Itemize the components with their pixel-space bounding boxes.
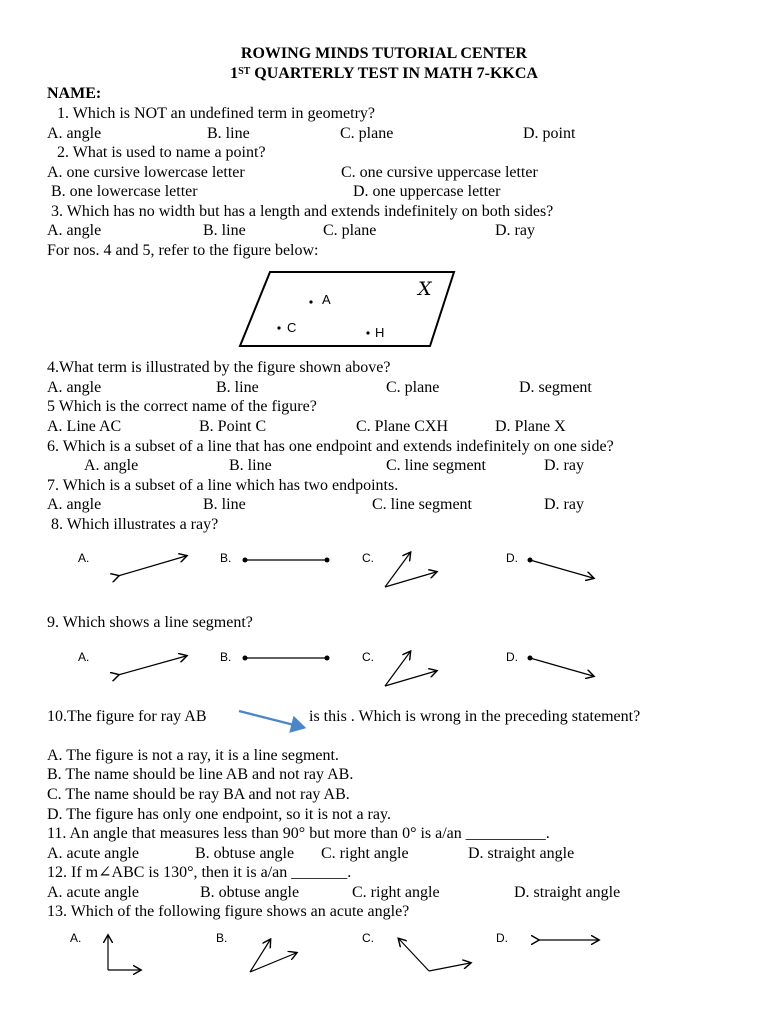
page-title: ROWING MINDS TUTORIAL CENTER <box>240 45 528 62</box>
q13-figure-c-arm-2 <box>429 963 470 971</box>
q10-ray-arrow <box>236 706 310 734</box>
q1-choice-d: D. point <box>523 125 576 142</box>
q9-label-d: D. <box>506 650 518 664</box>
q2-choice-c: C. one cursive uppercase letter <box>341 164 538 181</box>
q1-choice-c: C. plane <box>340 125 394 142</box>
point-c-dot <box>277 326 280 329</box>
q13-label-a: A. <box>70 931 82 945</box>
q4-choice-a: A. angle <box>47 379 102 396</box>
question-2: 2. What is used to name a point? <box>57 144 266 161</box>
q4-choice-b: B. line <box>216 379 259 396</box>
question-3: 3. Which has no width but has a length and extends indefinitely on both sides? <box>51 203 554 220</box>
plane-x-label: X <box>418 278 432 300</box>
q8-figures <box>70 545 610 595</box>
question-6: 6. Which is a subset of a line that has one endpoint and extends indefinitely on one side? <box>47 438 614 455</box>
q3-choice-b: B. line <box>203 222 246 239</box>
q11-choice-c: C. right angle <box>321 845 409 862</box>
subtitle-number: 1 <box>230 65 239 82</box>
q12-choice-b: B. obtuse angle <box>200 884 300 901</box>
q8-figure-c-arm-2 <box>385 572 436 587</box>
q9-figure-c-arm-2 <box>385 671 436 686</box>
q4-choice-d: D. segment <box>519 379 592 396</box>
q3-choice-a: A. angle <box>47 222 102 239</box>
q10-blue-arrow-line <box>239 711 302 727</box>
point-a-dot <box>309 300 312 303</box>
q7-choice-c: C. line segment <box>372 496 472 513</box>
q5-choice-c: C. Plane CXH <box>356 418 448 435</box>
question-12: 12. If m∠ABC is 130°, then it is a/an _______. <box>47 864 352 881</box>
q10-choice-d: D. The figure has only one endpoint, so it is not a ray. <box>47 806 391 823</box>
q9-figures <box>70 642 610 692</box>
point-h-dot <box>366 331 369 334</box>
q13-figure-c-arm-1 <box>399 939 429 971</box>
question-7: 7. Which is a subset of a line which has two endpoints. <box>47 477 399 494</box>
q7-choice-a: A. angle <box>47 496 102 513</box>
q13-figures <box>60 926 620 978</box>
q4-choice-c: C. plane <box>386 379 440 396</box>
q11-choice-b: B. obtuse angle <box>195 845 295 862</box>
q7-choice-d: D. ray <box>544 496 584 513</box>
q6-choice-d: D. ray <box>544 457 584 474</box>
q10-choice-c: C. The name should be ray BA and not ray AB. <box>47 786 350 803</box>
q13-label-d: D. <box>496 931 508 945</box>
q12-choice-c: C. right angle <box>352 884 440 901</box>
plane-figure <box>232 264 462 356</box>
point-c-label: C <box>287 320 297 335</box>
q8-label-a: A. <box>78 551 90 565</box>
q2-choice-d: D. one uppercase letter <box>353 183 501 200</box>
q5-choice-d: D. Plane X <box>495 418 566 435</box>
q5-choice-a: A. Line AC <box>47 418 122 435</box>
q8-label-c: C. <box>362 551 374 565</box>
q8-figure-d-ray <box>530 560 593 578</box>
point-h-label: H <box>375 325 385 340</box>
question-8: 8. Which illustrates a ray? <box>51 516 219 533</box>
q8-label-d: D. <box>506 551 518 565</box>
q13-figure-b-arm-2 <box>250 953 296 972</box>
question-10-part-1: 10.The figure for ray AB <box>47 708 207 725</box>
q10-choice-a: A. The figure is not a ray, it is a line segment. <box>47 747 339 764</box>
q11-choice-d: D. straight angle <box>468 845 575 862</box>
question-4: 4.What term is illustrated by the figure shown above? <box>47 359 391 376</box>
q9-label-c: C. <box>362 650 374 664</box>
q8-label-b: B. <box>220 551 232 565</box>
question-10-part-2: is this . Which is wrong in the preceding statement? <box>309 708 641 725</box>
q10-choice-b: B. The name should be line AB and not ray AB. <box>47 766 354 783</box>
q2-choice-b: B. one lowercase letter <box>51 183 198 200</box>
question-13: 13. Which of the following figure shows an acute angle? <box>47 903 410 920</box>
q9-label-b: B. <box>220 650 232 664</box>
q5-choice-b: B. Point C <box>199 418 267 435</box>
q12-choice-a: A. acute angle <box>47 884 139 901</box>
q12-choice-d: D. straight angle <box>514 884 621 901</box>
question-5: 5 Which is the correct name of the figure? <box>47 398 317 415</box>
q9-label-a: A. <box>78 650 90 664</box>
q13-figure-b-arm-1 <box>250 940 270 972</box>
question-9: 9. Which shows a line segment? <box>47 614 253 631</box>
point-a-label: A <box>322 292 331 307</box>
q9-figure-d-ray <box>530 658 593 676</box>
q8-figure-c-arm-1 <box>385 553 410 587</box>
q1-choice-b: B. line <box>207 125 250 142</box>
q3-choice-d: D. ray <box>495 222 535 239</box>
q8-figure-a-line <box>118 556 186 576</box>
q9-figure-c-arm-1 <box>385 652 410 686</box>
q2-choice-a: A. one cursive lowercase letter <box>47 164 245 181</box>
q13-label-c: C. <box>362 931 374 945</box>
subtitle-rest: QUARTERLY TEST IN MATH 7-KKCA <box>250 65 538 82</box>
figure-reference-note: For nos. 4 and 5, refer to the figure below: <box>47 242 319 259</box>
page-subtitle <box>0 64 768 83</box>
q6-choice-b: B. line <box>229 457 272 474</box>
q11-choice-a: A. acute angle <box>47 845 139 862</box>
q6-choice-c: C. line segment <box>386 457 486 474</box>
q7-choice-b: B. line <box>203 496 246 513</box>
subtitle-superscript: ST <box>238 66 251 77</box>
question-11: 11. An angle that measures less than 90° but more than 0° is a/an __________. <box>47 825 550 842</box>
q6-choice-a: A. angle <box>84 457 139 474</box>
name-label: NAME: <box>47 85 102 102</box>
q9-figure-a-line <box>118 656 186 675</box>
question-1: 1. Which is NOT an undefined term in geometry? <box>57 105 375 122</box>
q1-choice-a: A. angle <box>47 125 102 142</box>
q13-label-b: B. <box>216 931 228 945</box>
q3-choice-c: C. plane <box>323 222 377 239</box>
